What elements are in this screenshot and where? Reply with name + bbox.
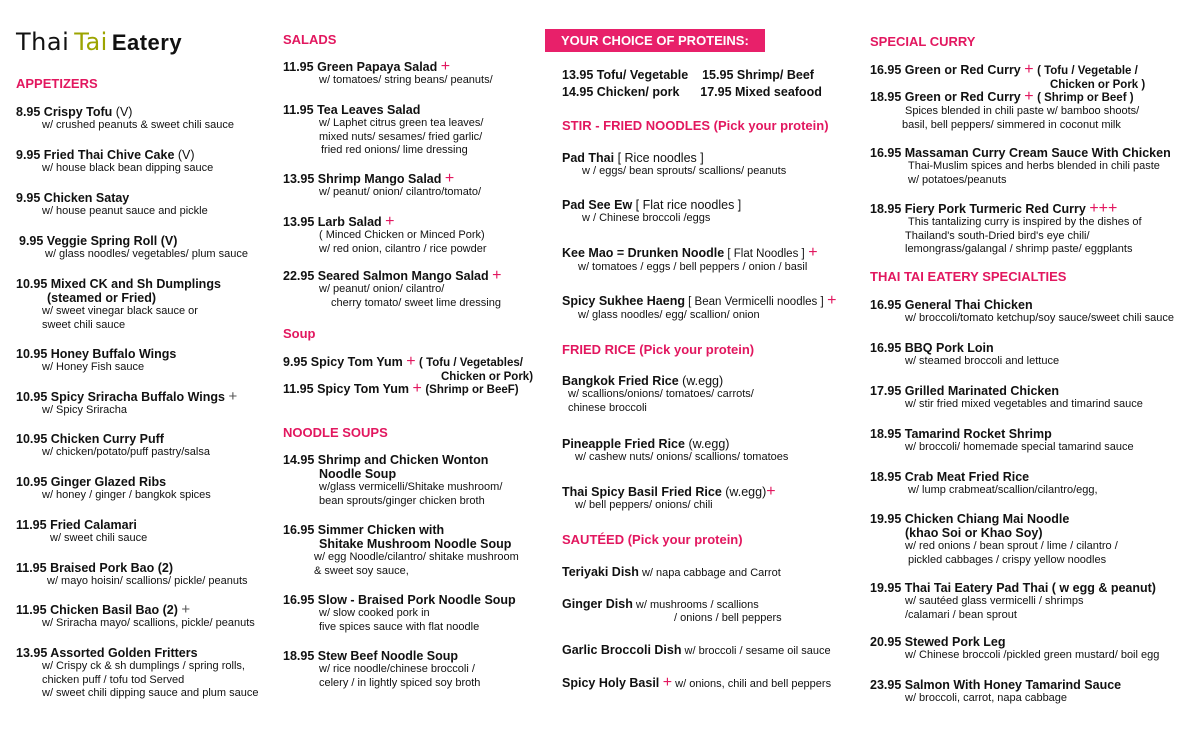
item-name: 10.95 Mixed CK and Sh Dumplings <box>16 277 221 291</box>
item-name: 13.95 Assorted Golden Fritters <box>16 646 198 660</box>
spicy-icon: + <box>662 674 673 691</box>
item-options: Chicken or Pork ) <box>1050 79 1146 91</box>
menu-item <box>283 355 533 384</box>
menu-item <box>19 234 248 262</box>
menu-item <box>283 649 480 690</box>
menu-item <box>870 202 1142 257</box>
item-name: 10.95 Spicy Sriracha Buffalo Wings <box>16 390 225 404</box>
item-name: 9.95 Fried Thai Chive Cake <box>16 148 175 162</box>
item-desc: w/ chicken/potato/puff pastry/salsa <box>42 446 210 458</box>
item-desc: w/ Honey Fish sauce <box>42 361 145 373</box>
item-desc: Thai-Muslim spices and herbs blended in chili paste <box>908 160 1160 172</box>
item-desc: w/ potatoes/peanuts <box>908 173 1007 186</box>
menu-item <box>16 518 147 546</box>
spicy-icon: + <box>1024 88 1034 105</box>
item-tag: (V) <box>174 148 195 162</box>
item-name: 9.95 Chicken Satay <box>16 191 130 205</box>
item-desc: chicken puff / tofu tod Served <box>42 673 185 686</box>
item-note: [ Bean Vermicelli noodles ] <box>684 296 824 308</box>
item-desc: w/ crushed peanuts & sweet chili sauce <box>42 119 234 131</box>
item-name: 19.95 Thai Tai Eatery Pad Thai ( w egg & peanut) <box>870 581 1156 595</box>
item-name: 13.95 Shrimp Mango Salad <box>283 172 442 186</box>
item-desc: w/ sweet chili dipping sauce and plum sauce <box>42 687 259 699</box>
item-name-line2: (steamed or Fried) <box>47 291 157 305</box>
spicy-icon: + <box>444 170 455 187</box>
item-note: [ Flat rice noodles ] <box>632 198 742 212</box>
menu-item <box>870 470 1098 498</box>
item-desc: w/ broccoli/tomato ketchup/soy sauce/sweet chili sauce <box>905 312 1175 324</box>
spicy-icon: + <box>406 353 416 370</box>
item-name: 9.95 Veggie Spring Roll (V) <box>19 234 178 248</box>
spicy-icon: + <box>492 267 502 284</box>
item-desc: This tantalizing curry is inspired by the dishes of <box>908 216 1142 228</box>
logo-word-eatery: Eatery <box>111 30 183 55</box>
item-name: Kee Mao = Drunken Noodle <box>562 246 725 260</box>
item-desc: w/ glass noodles/ vegetables/ plum sauce <box>45 248 249 260</box>
item-desc: w/ sweet chili sauce <box>50 532 148 544</box>
menu-item <box>16 105 234 133</box>
item-name: Thai Spicy Basil Fried Rice <box>562 485 722 499</box>
item-options: (Shrimp or BeeF) <box>425 384 519 396</box>
item-name: 11.95 Chicken Basil Bao (2) <box>16 603 178 617</box>
proteins-heading: YOUR CHOICE OF PROTEINS: <box>545 29 765 52</box>
menu-item <box>562 437 788 465</box>
item-note: [ Flat Noodles ] <box>724 248 805 260</box>
item-desc: / onions / bell peppers <box>674 612 782 624</box>
soup-heading: Soup <box>283 326 316 341</box>
spicy-icon: + <box>228 388 238 405</box>
menu-item <box>283 215 487 256</box>
protein-price: 17.95 Mixed seafood <box>700 85 822 99</box>
item-desc: w / eggs/ bean sprouts/ scallions/ peanuts <box>582 165 787 177</box>
menu-item <box>562 597 782 626</box>
menu-item <box>283 523 519 578</box>
item-name: Spicy Holy Basil <box>562 676 660 690</box>
item-desc: w/ Spicy Sriracha <box>42 404 127 416</box>
item-name: 11.95 Spicy Tom Yum <box>283 382 409 396</box>
menu-item <box>283 593 516 634</box>
spicy-icon: + <box>440 58 451 75</box>
item-name: Garlic Broccoli Dish <box>562 643 682 657</box>
item-desc: w/ cashew nuts/ onions/ scallions/ tomatoes <box>575 451 789 463</box>
item-desc: Thailand's south-Dried bird's eye chili/ <box>905 229 1090 242</box>
item-desc: w/ broccoli, carrot, napa cabbage <box>905 692 1068 704</box>
item-note: w/ broccoli / sesame oil sauce <box>681 645 831 657</box>
menu-item <box>870 341 1059 369</box>
item-desc: w/glass vermicelli/Shitake mushroom/ <box>319 481 503 493</box>
stir-fried-noodles-heading: STIR - FRIED NOODLES (Pick your protein) <box>562 118 829 133</box>
menu-item <box>870 63 1145 92</box>
item-desc: lemongrass/galangal / shrimp paste/ eggplants <box>905 243 1133 255</box>
item-desc: w/ mayo hoisin/ scallions/ pickle/ peanuts <box>47 575 248 587</box>
item-options: ( Tofu / Vegetables/ <box>419 357 523 369</box>
item-desc: w/ glass noodles/ egg/ scallion/ onion <box>578 309 760 321</box>
item-desc: w/ Sriracha mayo/ scallions, pickle/ peanuts <box>42 617 255 629</box>
menu-item <box>16 148 213 176</box>
spicy-icon: + <box>385 213 395 230</box>
noodle-soups-heading: NOODLE SOUPS <box>283 425 388 440</box>
item-desc: five spices sauce with flat noodle <box>319 620 480 633</box>
item-desc: w/ broccoli/ homemade special tamarind sauce <box>905 441 1134 453</box>
item-name: 16.95 Slow - Braised Pork Noodle Soup <box>283 593 516 607</box>
menu-item <box>16 475 211 503</box>
protein-price: 13.95 Tofu/ Vegetable <box>562 68 689 82</box>
item-name: 9.95 Spicy Tom Yum <box>283 355 403 369</box>
menu-item <box>870 635 1159 663</box>
item-desc: w/ tomatoes / eggs / bell peppers / onion / basil <box>578 261 808 273</box>
item-name: Spicy Sukhee Haeng <box>562 294 685 308</box>
menu-item <box>16 432 210 460</box>
fried-rice-heading: FRIED RICE (Pick your protein) <box>562 342 755 357</box>
item-desc: w/ egg Noodle/cilantro/ shitake mushroom <box>314 551 519 563</box>
protein-prices <box>562 68 822 99</box>
item-name: Pad See Ew <box>562 198 633 212</box>
item-desc: w/ red onions / bean sprout / lime / cilantro / <box>905 540 1118 552</box>
restaurant-logo <box>16 28 182 56</box>
item-desc: ( Minced Chicken or Minced Pork) <box>319 229 485 241</box>
menu-item <box>562 246 818 275</box>
menu-item <box>562 676 831 691</box>
item-desc: w / Chinese broccoli /eggs <box>582 212 711 224</box>
item-desc: celery / in lightly spiced soy broth <box>319 676 481 689</box>
item-desc: bean sprouts/ginger chicken broth <box>319 494 485 507</box>
special-curry-heading: SPECIAL CURRY <box>870 34 976 49</box>
salads-heading: SALADS <box>283 32 337 47</box>
menu-item <box>870 146 1171 187</box>
item-desc: w/ peanut/ onion/ cilantro/tomato/ <box>319 186 482 198</box>
item-desc: w/ Chinese broccoli /pickled green mustard/ boil egg <box>905 649 1160 661</box>
menu-item <box>283 60 493 88</box>
spicy-icon: + <box>412 380 422 397</box>
menu-item <box>562 151 786 179</box>
item-name: Pad Thai <box>562 151 615 165</box>
menu-item <box>562 565 781 580</box>
item-desc: pickled cabbages / crispy yellow noodles <box>908 553 1107 566</box>
menu-item <box>283 269 501 310</box>
menu-item <box>283 453 502 508</box>
item-name: Bangkok Fried Rice <box>562 374 679 388</box>
menu-item <box>562 374 754 415</box>
item-note: [ Rice noodles ] <box>614 151 704 165</box>
item-desc: w/ Laphet citrus green tea leaves/ <box>319 117 484 129</box>
item-name: Pineapple Fried Rice <box>562 437 685 451</box>
protein-price: 15.95 Shrimp/ Beef <box>702 68 814 82</box>
menu-item <box>16 390 237 418</box>
item-desc: w/ house black bean dipping sauce <box>42 162 214 174</box>
menu-item <box>562 198 741 226</box>
item-desc: w/ steamed broccoli and lettuce <box>905 355 1060 367</box>
item-desc: w/ tomatoes/ string beans/ peanuts/ <box>319 74 493 86</box>
item-options: Chicken or Pork) <box>441 371 534 383</box>
item-note: w/ onions, chili and bell peppers <box>672 678 832 690</box>
item-desc: w/ honey / ginger / bangkok spices <box>42 489 211 501</box>
menu-item <box>562 294 837 323</box>
menu-item <box>16 603 255 631</box>
spicy-icon: +++ <box>1089 200 1118 217</box>
item-name: 10.95 Chicken Curry Puff <box>16 432 164 446</box>
item-name: 22.95 Seared Salmon Mango Salad <box>283 269 489 283</box>
item-desc: & sweet soy sauce, <box>314 564 409 577</box>
specialties-heading: THAI TAI EATERY SPECIALTIES <box>870 269 1067 284</box>
menu-item <box>283 172 481 200</box>
item-name: 14.95 Shrimp and Chicken Wonton <box>283 453 489 467</box>
menu-item <box>562 485 776 513</box>
item-desc: w/ house peanut sauce and pickle <box>42 205 208 217</box>
menu-item <box>283 382 519 397</box>
menu-item <box>870 427 1134 455</box>
item-name: 18.95 Stew Beef Noodle Soup <box>283 649 459 663</box>
item-name: 11.95 Fried Calamari <box>16 518 137 532</box>
item-note: (w.egg) <box>678 374 724 388</box>
item-name: 16.95 Green or Red Curry <box>870 63 1021 77</box>
sauteed-heading: SAUTÉED (Pick your protein) <box>562 532 743 547</box>
item-desc: w/ bell peppers/ onions/ chili <box>575 499 713 511</box>
menu-item <box>870 384 1143 412</box>
menu-item <box>16 646 258 701</box>
menu-item <box>562 643 831 658</box>
item-desc: sweet chili sauce <box>42 318 126 331</box>
item-options: ( Tofu / Vegetable / <box>1037 65 1138 77</box>
item-name: 20.95 Stewed Pork Leg <box>870 635 1006 649</box>
item-name: 18.95 Crab Meat Fried Rice <box>870 470 1030 484</box>
item-desc: w/ peanut/ onion/ cilantro/ <box>319 283 445 295</box>
item-name: 17.95 Grilled Marinated Chicken <box>870 384 1059 398</box>
item-name-line2: (khao Soi or Khao Soy) <box>905 526 1043 540</box>
item-name: 18.95 Fiery Pork Turmeric Red Curry <box>870 202 1086 216</box>
logo-word-tai: Tai <box>74 28 108 56</box>
item-name: Teriyaki Dish <box>562 565 639 579</box>
item-desc: w/ slow cooked pork in <box>319 607 430 619</box>
menu-item <box>16 191 208 219</box>
item-desc: w/ Crispy ck & sh dumplings / spring rolls, <box>42 660 245 672</box>
item-name: 23.95 Salmon With Honey Tamarind Sauce <box>870 678 1122 692</box>
item-desc: w/ rice noodle/chinese broccoli / <box>319 663 475 675</box>
item-name: 16.95 Massaman Curry Cream Sauce With Chicken <box>870 146 1171 160</box>
item-desc: /calamari / bean sprout <box>905 608 1017 621</box>
item-note: w/ napa cabbage and Carrot <box>638 567 781 579</box>
spicy-icon: + <box>808 244 818 261</box>
item-note: (w.egg) <box>684 437 730 451</box>
item-desc: w/ sweet vinegar black sauce or <box>42 305 198 317</box>
menu-item <box>16 561 248 589</box>
item-desc: mixed nuts/ sesames/ fried garlic/ <box>319 130 483 143</box>
item-name-line2: Shitake Mushroom Noodle Soup <box>319 537 512 551</box>
menu-item <box>16 347 176 375</box>
menu-item <box>870 581 1156 622</box>
item-name: 19.95 Chicken Chiang Mai Noodle <box>870 512 1070 526</box>
item-name: 16.95 Simmer Chicken with <box>283 523 445 537</box>
logo-word-thai: Thai <box>16 28 70 56</box>
item-name: 11.95 Green Papaya Salad <box>283 60 438 74</box>
item-name: 10.95 Honey Buffalo Wings <box>16 347 177 361</box>
menu-item <box>283 103 483 158</box>
item-desc: Spices blended in chili paste w/ bamboo shoots/ <box>905 105 1140 117</box>
menu-item <box>870 678 1121 706</box>
item-name: 16.95 General Thai Chicken <box>870 298 1033 312</box>
menu-item <box>16 277 221 332</box>
item-name: Ginger Dish <box>562 597 633 611</box>
item-tag: (V) <box>112 105 133 119</box>
item-name: 11.95 Braised Pork Bao (2) <box>16 561 174 575</box>
item-desc: chinese broccoli <box>568 401 647 414</box>
item-desc: cherry tomato/ sweet lime dressing <box>331 296 501 309</box>
menu-item <box>870 90 1139 132</box>
spicy-icon: + <box>766 483 776 500</box>
item-note: (w.egg) <box>721 485 767 499</box>
item-desc: w/ stir fried mixed vegetables and timarind sauce <box>905 398 1143 410</box>
spicy-icon: + <box>1024 61 1034 78</box>
item-desc: fried red onions/ lime dressing <box>321 144 468 156</box>
item-name-line2: Noodle Soup <box>319 467 397 481</box>
item-desc: w/ lump crabmeat/scallion/cilantro/egg, <box>908 484 1098 496</box>
item-desc: w/ sautéed glass vermicelli / shrimps <box>905 595 1084 607</box>
item-name: 11.95 Tea Leaves Salad <box>283 103 421 117</box>
item-name: 8.95 Crispy Tofu <box>16 105 113 119</box>
item-name: 18.95 Tamarind Rocket Shrimp <box>870 427 1052 441</box>
item-desc: basil, bell peppers/ simmered in coconut milk <box>902 118 1121 131</box>
item-name: 13.95 Larb Salad <box>283 215 382 229</box>
item-options: ( Shrimp or Beef ) <box>1037 92 1134 104</box>
item-desc: w/ red onion, cilantro / rice powder <box>319 242 487 255</box>
protein-price: 14.95 Chicken/ pork <box>562 85 680 99</box>
item-name: 16.95 BBQ Pork Loin <box>870 341 994 355</box>
spicy-icon: + <box>827 292 837 309</box>
item-note: w/ mushrooms / scallions <box>632 599 759 611</box>
spicy-icon: + <box>181 601 191 618</box>
menu-item <box>870 512 1118 567</box>
appetizers-heading: APPETIZERS <box>16 76 98 91</box>
item-name: 18.95 Green or Red Curry <box>870 90 1021 104</box>
menu-item <box>870 298 1174 326</box>
item-desc: w/ scallions/onions/ tomatoes/ carrots/ <box>568 388 754 400</box>
item-name: 10.95 Ginger Glazed Ribs <box>16 475 167 489</box>
